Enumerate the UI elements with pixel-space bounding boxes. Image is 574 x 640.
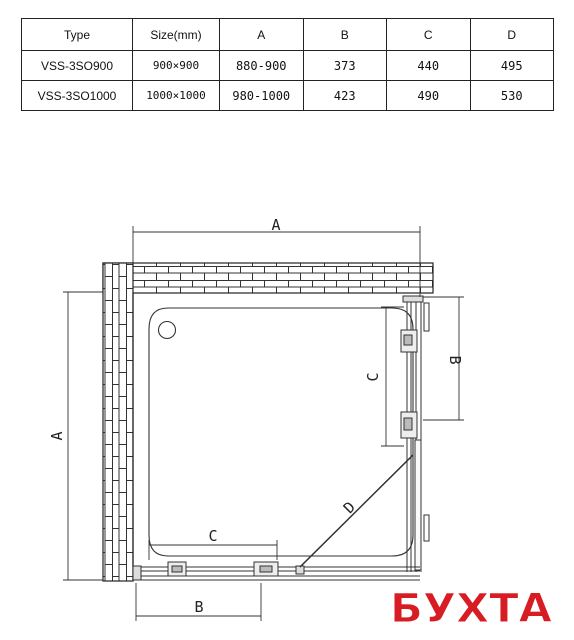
top-wall bbox=[103, 263, 433, 293]
cell-c: 490 bbox=[387, 81, 471, 111]
header-a: A bbox=[220, 19, 304, 51]
header-d: D bbox=[470, 19, 554, 51]
dim-label-b-right: B bbox=[446, 355, 464, 365]
right-enclosure bbox=[401, 296, 429, 572]
glass-panel-right bbox=[415, 440, 421, 570]
left-wall bbox=[103, 263, 133, 581]
cell-type: VSS-3SO1000 bbox=[22, 81, 133, 111]
header-b: B bbox=[303, 19, 387, 51]
watermark-logo: БУХТА bbox=[390, 586, 553, 632]
cell-b: 423 bbox=[303, 81, 387, 111]
shower-tray bbox=[149, 308, 413, 556]
header-size: Size(mm) bbox=[133, 19, 220, 51]
brick-walls bbox=[103, 263, 433, 581]
cell-d: 495 bbox=[470, 51, 554, 81]
dim-label-c-right: C bbox=[364, 372, 382, 382]
dim-label-b-bottom: B bbox=[194, 598, 204, 616]
cell-c: 440 bbox=[387, 51, 471, 81]
dim-label-c-bottom: C bbox=[208, 527, 218, 545]
cell-a: 880-900 bbox=[220, 51, 304, 81]
drain-icon bbox=[159, 322, 176, 339]
dim-label-a-top: A bbox=[271, 216, 281, 234]
cell-type: VSS-3SO900 bbox=[22, 51, 133, 81]
dim-label-d-diagonal: D bbox=[339, 497, 360, 518]
cell-size: 900×900 bbox=[133, 51, 220, 81]
header-c: C bbox=[387, 19, 471, 51]
dim-label-a-left: A bbox=[48, 431, 66, 441]
cell-d: 530 bbox=[470, 81, 554, 111]
tray-outline bbox=[149, 308, 413, 556]
bottom-enclosure bbox=[133, 455, 420, 580]
header-type: Type bbox=[22, 19, 133, 51]
cell-size: 1000×1000 bbox=[133, 81, 220, 111]
cell-b: 373 bbox=[303, 51, 387, 81]
cell-a: 980-1000 bbox=[220, 81, 304, 111]
